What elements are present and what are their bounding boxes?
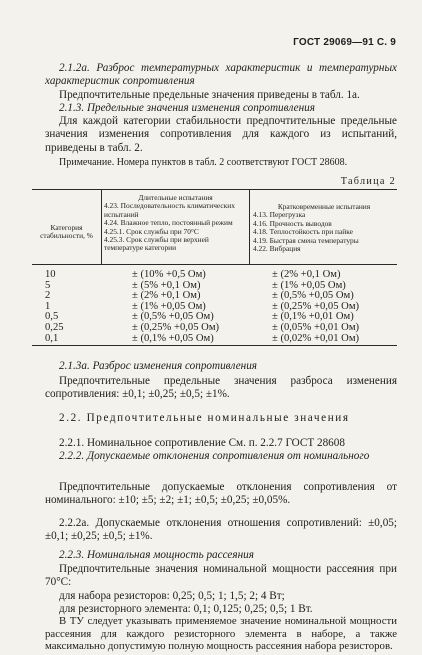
section-2-2-2-heading: 2.2.2. Допускаемые отклонения сопротивления от номинального: [59, 450, 370, 462]
category-value: 5: [45, 279, 51, 291]
category-value: 0,25: [45, 321, 64, 333]
short-value: ± (0,05% +0,01 Ом): [272, 321, 360, 333]
resistor-set-power-values: для набора резисторов: 0,25; 0,5; 1; 1,5; 2; 4 Вт;: [59, 590, 285, 602]
section-2-1-2a-text: Предпочтительные предельные значения приведены в табл. 1а.: [59, 89, 360, 101]
section-2-2-3-text: Предпочтительные значения номинальной мощности рассеяния при 70°С:: [45, 563, 397, 589]
short-test-item: 4.19. Быстрая смена температуры: [253, 235, 359, 245]
short-value: ± (0,1% +0,01 Ом): [272, 311, 354, 323]
section-2-2-2-text: Предпочтительные допускаемые отклонения сопротивления от номинального: ±10; ±5; ±2; ±1; ±0,5; ±0,25; ±0,05%.: [45, 481, 397, 507]
table-title: Таблица 2: [340, 176, 396, 187]
short-values-column: [272, 270, 359, 344]
section-2-1-3-text: Для каждой категории стабильности предпочтительные предельные значения изменения сопротивления для каждого из испытаний, приведены в табл. 2.: [45, 115, 397, 154]
short-tests-title: Кратковременные испытания: [277, 202, 371, 211]
table-top-rule: [32, 189, 397, 190]
table-divider-2: [249, 189, 250, 264]
table-header-short-tests: [253, 203, 395, 253]
category-value: 0,1: [45, 332, 59, 344]
short-value: ± (0,25% +0,05 Ом): [272, 300, 360, 312]
table-note: Примечание. Номера пунктов в табл. 2 соответствуют ГОСТ 28608.: [59, 157, 348, 168]
short-value: ± (2% +0,1 Ом): [272, 269, 341, 280]
long-value: ± (2% +0,1 Ом): [132, 290, 201, 302]
section-2-2-1-text: 2.2.1. Номинальное сопротивление См. п. 2.2.7 ГОСТ 28608: [59, 437, 345, 449]
long-value: ± (5% +0,1 Ом): [132, 279, 201, 291]
short-test-item: 4.16. Прочность выводов: [253, 218, 332, 228]
long-test-item: 4.25.1. Срок службы при 70°С: [104, 226, 199, 236]
table-header-rule: [32, 264, 397, 265]
table-divider-1: [101, 189, 102, 264]
page-header: ГОСТ 29069—91 С. 9: [293, 37, 396, 48]
section-2-2-3-closing: В ТУ следует указывать применяемое значение номинальной мощности рассеяния для каждого резисторного элемента в наборе, а также максимально допустимую полную мощность рассеяния набора резисторов.: [45, 615, 397, 653]
long-test-item: 4.24. Влажное тепло, постоянный режим: [104, 218, 233, 228]
short-value: ± (0,5% +0,05 Ом): [272, 290, 354, 302]
short-value: ± (1% +0,05 Ом): [272, 279, 346, 291]
long-value: ± (0,5% +0,05 Ом): [132, 311, 214, 323]
section-2-1-3a-text: Предпочтительные предельные значения разброса изменения сопротивления: ±0,1; ±0,25; ±0,5; ±1%.: [45, 375, 397, 401]
section-2-2-3-heading: 2.2.3. Номинальная мощность рассеяния: [59, 549, 254, 561]
resistor-element-power-values: для резисторного элемента: 0,1; 0,125; 0,25; 0,5; 1 Вт.: [59, 603, 313, 615]
long-value: ± (1% +0,05 Ом): [132, 300, 206, 312]
section-2-2-2a-text: 2.2.2а. Допускаемые отклонения отношения сопротивлений: ±0,05; ±0,1; ±0,25; ±0,5; ±1%.: [45, 517, 397, 543]
short-test-item: 4.13. Перегрузка: [253, 210, 306, 220]
long-test-item: 4.25.3. Срок службы при верхней температуре категории: [104, 235, 209, 253]
long-value: ± (0,1% +0,05 Ом): [132, 332, 214, 344]
table-header-long-tests: [104, 194, 247, 253]
section-2-1-3-heading: 2.1.3. Предельные значения изменения сопротивления: [59, 102, 315, 114]
category-value: 1: [45, 300, 51, 312]
category-value: 0,5: [45, 311, 59, 323]
short-test-item: 4.18. Теплостойкость при пайке: [253, 227, 353, 237]
section-2-1-2a-heading: 2.1.2а. Разброс температурных характеристик и температурных характеристик сопротивления: [45, 62, 397, 88]
category-column: [45, 270, 64, 344]
long-values-column: [132, 270, 219, 344]
short-value: ± (0,02% +0,01 Ом): [272, 332, 360, 344]
category-value: 2: [45, 290, 51, 302]
table-header-category: Категория стабильности, %: [40, 223, 93, 241]
long-value: ± (0,25% +0,05 Ом): [132, 321, 220, 333]
long-tests-title: Длительные испытания: [138, 193, 213, 202]
long-test-item: 4.23. Последовательность климатических испытаний: [104, 201, 235, 219]
section-2-1-3a-heading: 2.1.3а. Разброс изменения сопротивления: [59, 360, 258, 372]
category-value: 10: [45, 269, 56, 280]
section-2-2-heading: 2.2. Предпочтительные номинальные значения: [59, 412, 350, 424]
short-test-item: 4.22. Вибрация: [253, 244, 301, 254]
table-bottom-rule: [32, 345, 397, 346]
long-value: ± (10% +0,5 Ом): [132, 269, 206, 280]
